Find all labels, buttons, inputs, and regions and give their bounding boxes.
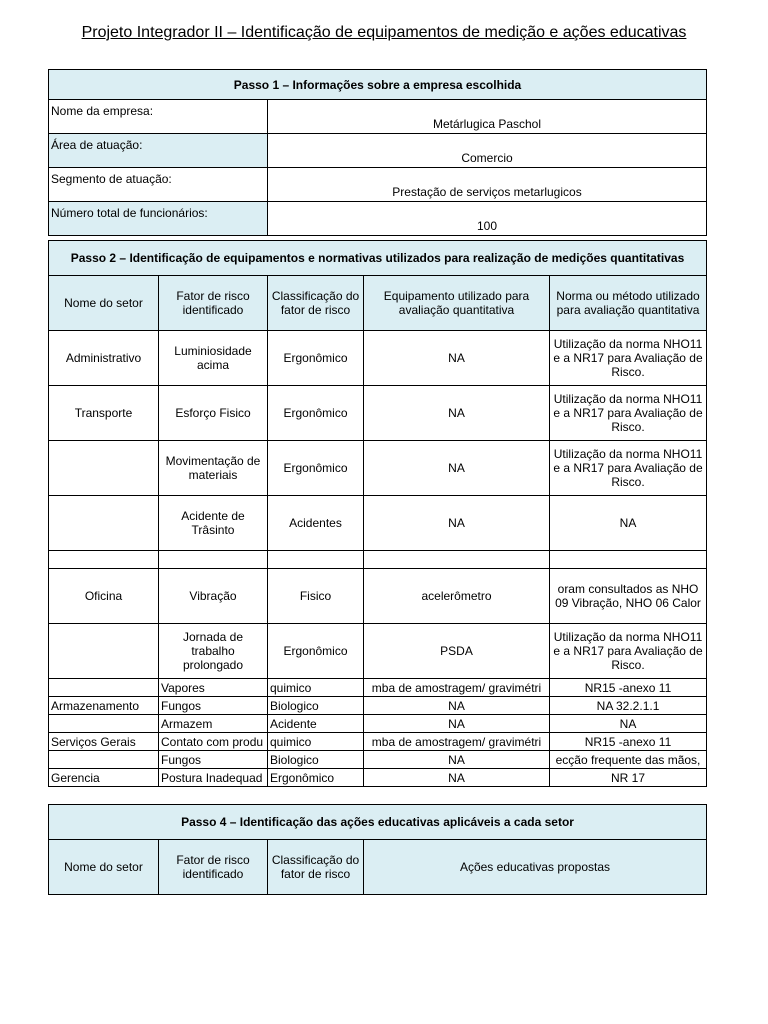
table-cell [49,551,159,569]
column-header: Nome do setor [49,840,159,895]
table-cell: ecção frequente das mãos, [550,751,707,769]
table-cell: NA [364,697,550,715]
table-cell: mba de amostragem/ gravimétri [364,733,550,751]
table-cell: Contato com produ [159,733,268,751]
table-cell: NA [364,386,550,441]
table-cell: Ergonômico [268,441,364,496]
table-row [49,751,707,769]
column-header: Classificação do fator de risco [268,276,364,331]
step2-header: Passo 2 – Identificação de equipamentos e normativas utilizados para realização de medições quantitativas [49,241,707,276]
table-cell: Serviços Gerais [49,733,159,751]
table-cell: mba de amostragem/ gravimétri [364,679,550,697]
table-row [49,624,707,679]
table-cell: Administrativo [49,331,159,386]
table-cell: Luminiosidade acima [159,331,268,386]
table-cell: oram consultados as NHO 09 Vibração, NHO 06 Calor [550,569,707,624]
table-cell: NA [364,769,550,787]
table-cell: Oficina [49,569,159,624]
area-value: Comercio [268,134,707,168]
table-cell: Acidentes [268,496,364,551]
table-cell: Ergonômico [268,769,364,787]
table-cell: Utilização da norma NHO11 e a NR17 para Avaliação de Risco. [550,386,707,441]
table-cell: acelerômetro [364,569,550,624]
column-header: Classificação do fator de risco [268,840,364,895]
table-cell: Ergonômico [268,624,364,679]
table-row [49,569,707,624]
table-row [49,679,707,697]
table-cell [49,624,159,679]
table-row [49,697,707,715]
step1-header: Passo 1 – Informações sobre a empresa escolhida [49,70,707,100]
table-cell: Biologico [268,751,364,769]
table-cell: Armazenamento [49,697,159,715]
table-row [49,496,707,551]
table-cell: NA [364,496,550,551]
table-cell: Esforço Fisico [159,386,268,441]
table-row [49,202,707,236]
table-cell: Fungos [159,697,268,715]
company-name-label: Nome da empresa: [49,100,268,134]
table-cell: NA 32.2.1.1 [550,697,707,715]
table-cell [49,751,159,769]
table-cell: NA [364,441,550,496]
area-label: Área de atuação: [49,134,268,168]
table-row [49,168,707,202]
table-cell: quimico [268,733,364,751]
step4-header: Passo 4 – Identificação das ações educativas aplicáveis a cada setor [49,805,707,840]
table-cell: Jornada de trabalho prolongado [159,624,268,679]
table-cell: Ergonômico [268,386,364,441]
table-cell: NR 17 [550,769,707,787]
table-row [49,134,707,168]
table-cell [159,551,268,569]
table-cell [49,441,159,496]
table-cell [268,551,364,569]
table-row [49,386,707,441]
table-cell: PSDA [364,624,550,679]
table-cell: NA [550,715,707,733]
table-cell [550,551,707,569]
table-cell: NA [364,751,550,769]
company-name-value: Metárlugica Paschol [268,100,707,134]
document-title: Projeto Integrador II – Identificação de equipamentos de medição e ações educativas [81,24,687,41]
column-header: Fator de risco identificado [159,276,268,331]
table-row [49,715,707,733]
table-row [49,441,707,496]
step4-table [48,804,707,895]
table-cell: Acidente [268,715,364,733]
column-header: Equipamento utilizado para avaliação quantitativa [364,276,550,331]
employees-label: Número total de funcionários: [49,202,268,236]
table-cell: Armazem [159,715,268,733]
table-cell: Ergonômico [268,331,364,386]
step2-column-headers [49,276,707,331]
column-header: Fator de risco identificado [159,840,268,895]
column-header: Norma ou método utilizado para avaliação quantitativa [550,276,707,331]
table-cell: quimico [268,679,364,697]
table-cell [49,496,159,551]
table-cell: Utilização da norma NHO11 e a NR17 para Avaliação de Risco. [550,441,707,496]
table-cell: Movimentação de materiais [159,441,268,496]
table-row [49,769,707,787]
step4-column-headers [49,840,707,895]
table-row [49,100,707,134]
step2-body [49,331,707,787]
table-cell: NA [364,715,550,733]
table-cell: Biologico [268,697,364,715]
table-cell [49,679,159,697]
table-cell: Utilização da norma NHO11 e a NR17 para Avaliação de Risco. [550,331,707,386]
table-cell: Fisico [268,569,364,624]
table-cell: Acidente de Trâsinto [159,496,268,551]
table-cell: Vibração [159,569,268,624]
table-cell: Fungos [159,751,268,769]
table-cell: NA [550,496,707,551]
table-row [49,551,707,569]
table-cell: Transporte [49,386,159,441]
segment-label: Segmento de atuação: [49,168,268,202]
table-row [49,733,707,751]
table-cell: NR15 -anexo 11 [550,679,707,697]
table-cell: Gerencia [49,769,159,787]
column-header: Nome do setor [49,276,159,331]
employees-value: 100 [268,202,707,236]
table-cell: Vapores [159,679,268,697]
table-cell: NR15 -anexo 11 [550,733,707,751]
segment-value: Prestação de serviços metarlugicos [268,168,707,202]
step2-table [48,240,707,787]
table-cell: Utilização da norma NHO11 e a NR17 para Avaliação de Risco. [550,624,707,679]
step1-table [48,69,707,236]
table-cell: NA [364,331,550,386]
column-header: Ações educativas propostas [364,840,707,895]
table-row [49,331,707,386]
table-cell [49,715,159,733]
table-cell: Postura Inadequad [159,769,268,787]
table-cell [364,551,550,569]
